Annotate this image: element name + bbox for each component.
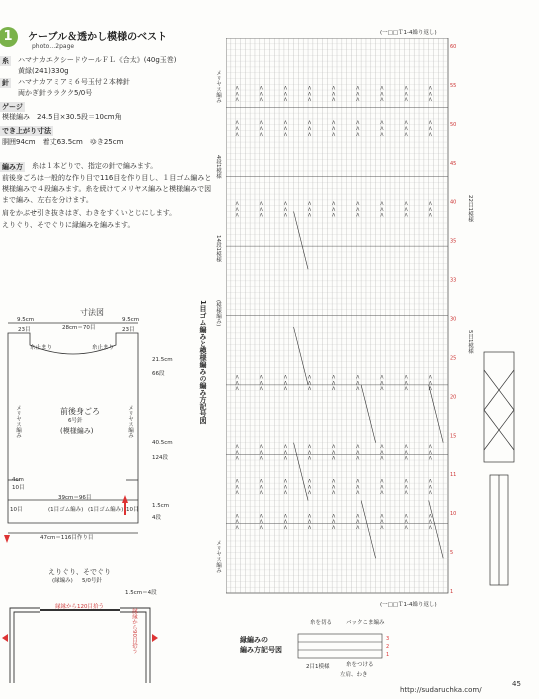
svg-text:Λ: Λ bbox=[283, 514, 288, 520]
front-back-label: 前後身ごろ bbox=[60, 407, 100, 416]
svg-text:Λ: Λ bbox=[356, 132, 360, 138]
dim-top-left: 9.5cm bbox=[17, 317, 35, 323]
edging-b: 縁縁から120目拾う bbox=[55, 604, 104, 610]
edging-c: 縁縁から90目拾う bbox=[131, 608, 137, 654]
svg-text:Λ: Λ bbox=[332, 520, 336, 526]
svg-text:1: 1 bbox=[386, 652, 390, 658]
edging-title: えりぐり、そでぐり bbox=[48, 568, 111, 576]
instruction-step-1: 前後身ごろは一般的な作り目で116目を作り目し、１目ゴム編みと模様編みで４段編みます。糸を続けてメリヤス編みと模様編みで図まで編み、左右を分けます。 bbox=[2, 174, 212, 204]
svg-text:Λ: Λ bbox=[356, 525, 360, 531]
svg-text:Λ: Λ bbox=[356, 375, 360, 381]
left-10st: 10目 bbox=[12, 485, 25, 491]
edge-label-right: 糸止まり bbox=[92, 345, 115, 351]
svg-text:Λ: Λ bbox=[283, 491, 288, 497]
svg-text:Λ: Λ bbox=[283, 127, 288, 132]
svg-text:Λ: Λ bbox=[380, 485, 384, 491]
svg-text:Λ: Λ bbox=[428, 98, 432, 104]
yarn-section-label: 糸 bbox=[2, 57, 9, 65]
inner-width: 39cm＝96目 bbox=[58, 495, 92, 501]
svg-text:Λ: Λ bbox=[428, 381, 432, 387]
svg-text:Λ: Λ bbox=[259, 98, 263, 104]
svg-text:Λ: Λ bbox=[356, 456, 360, 462]
svg-text:Λ: Λ bbox=[259, 456, 263, 462]
height-3-rows: 4段 bbox=[152, 515, 161, 521]
rib-label-right: (1目ゴム編み) bbox=[88, 507, 124, 513]
svg-text:Λ: Λ bbox=[332, 121, 336, 127]
edging-needle: 5/0号針 bbox=[82, 578, 102, 584]
svg-text:Λ: Λ bbox=[380, 213, 384, 219]
chart-vertical-title: 1目ゴム編みと模様編みの編み方記号図 bbox=[199, 300, 207, 424]
edging-a: 1.5cm＝4段 bbox=[125, 590, 157, 596]
svg-text:Λ: Λ bbox=[259, 485, 263, 491]
site-url[interactable]: http://sudaruchka.com/ bbox=[400, 686, 482, 694]
svg-text:Λ: Λ bbox=[404, 525, 408, 531]
svg-text:5: 5 bbox=[450, 550, 454, 557]
svg-text:Λ: Λ bbox=[332, 485, 336, 491]
svg-text:Λ: Λ bbox=[380, 127, 384, 132]
legend-title: 縁編みの bbox=[240, 636, 268, 644]
page-number: 45 bbox=[512, 680, 521, 688]
svg-text:Λ: Λ bbox=[428, 207, 432, 213]
svg-text:11: 11 bbox=[450, 472, 457, 479]
svg-text:Λ: Λ bbox=[235, 491, 239, 497]
edge-label-left: 糸止まり bbox=[30, 345, 53, 351]
svg-text:Λ: Λ bbox=[356, 387, 360, 393]
svg-text:Λ: Λ bbox=[428, 132, 432, 138]
svg-text:Λ: Λ bbox=[404, 92, 408, 98]
svg-text:Λ: Λ bbox=[235, 202, 239, 208]
svg-text:Λ: Λ bbox=[235, 127, 239, 132]
svg-text:Λ: Λ bbox=[259, 450, 263, 456]
svg-text:Λ: Λ bbox=[235, 525, 239, 531]
svg-text:Λ: Λ bbox=[404, 202, 408, 208]
svg-text:Λ: Λ bbox=[259, 92, 263, 98]
svg-text:Λ: Λ bbox=[380, 375, 384, 381]
dim-top-mid: 28cm＝70目 bbox=[62, 325, 96, 331]
height-1: 21.5cm bbox=[152, 357, 173, 363]
svg-text:Λ: Λ bbox=[235, 485, 239, 491]
svg-text:Λ: Λ bbox=[283, 485, 288, 491]
svg-text:60: 60 bbox=[450, 44, 457, 50]
needle-section-label: 針 bbox=[2, 79, 9, 87]
pattern-number-badge: 1 bbox=[0, 27, 18, 47]
svg-text:Λ: Λ bbox=[356, 202, 360, 208]
svg-text:Λ: Λ bbox=[308, 132, 312, 138]
svg-text:Λ: Λ bbox=[308, 525, 312, 531]
svg-text:Λ: Λ bbox=[428, 525, 432, 531]
svg-text:Λ: Λ bbox=[283, 375, 288, 381]
svg-text:Λ: Λ bbox=[235, 92, 239, 98]
svg-text:Λ: Λ bbox=[380, 121, 384, 127]
dim-top-right-st: 23目 bbox=[122, 327, 135, 333]
svg-text:Λ: Λ bbox=[259, 375, 263, 381]
svg-text:Λ: Λ bbox=[235, 387, 239, 393]
svg-text:3: 3 bbox=[386, 636, 390, 642]
svg-text:Λ: Λ bbox=[308, 127, 312, 132]
svg-text:Λ: Λ bbox=[380, 479, 384, 485]
legend-turn: 2目1模様 bbox=[306, 664, 330, 670]
svg-text:Λ: Λ bbox=[332, 207, 336, 213]
side-label-right: メリヤス編み bbox=[127, 405, 133, 438]
height-2-rows: 124段 bbox=[152, 455, 168, 461]
svg-text:2: 2 bbox=[386, 644, 390, 650]
instruction-step-2: 肩をかぶせ引き抜きはぎ、わきをすくいとじにします。 bbox=[2, 209, 177, 217]
svg-text:Λ: Λ bbox=[404, 213, 408, 219]
photo-reference: photo…2page bbox=[32, 43, 75, 50]
svg-text:Λ: Λ bbox=[235, 86, 239, 92]
svg-text:Λ: Λ bbox=[332, 202, 336, 208]
svg-text:Λ: Λ bbox=[404, 514, 408, 520]
svg-text:Λ: Λ bbox=[332, 127, 336, 132]
svg-text:Λ: Λ bbox=[235, 444, 239, 450]
svg-text:Λ: Λ bbox=[356, 98, 360, 104]
svg-text:40: 40 bbox=[450, 199, 457, 206]
legend-end: 糸をつける bbox=[346, 662, 374, 668]
svg-text:Λ: Λ bbox=[380, 132, 384, 138]
height-3: 1.5cm bbox=[152, 503, 170, 509]
svg-text:Λ: Λ bbox=[332, 92, 336, 98]
svg-text:25: 25 bbox=[450, 355, 457, 362]
legend-note: 左肩、わき bbox=[340, 672, 368, 678]
svg-text:Λ: Λ bbox=[428, 127, 432, 132]
svg-text:Λ: Λ bbox=[259, 520, 263, 526]
svg-text:Λ: Λ bbox=[283, 479, 288, 485]
instructions-intro: 糸は１本どりで、指定の針で編みます。 bbox=[32, 162, 158, 170]
svg-text:Λ: Λ bbox=[259, 525, 263, 531]
svg-text:Λ: Λ bbox=[428, 479, 432, 485]
svg-text:Λ: Λ bbox=[428, 92, 432, 98]
svg-text:Λ: Λ bbox=[235, 520, 239, 526]
svg-text:Λ: Λ bbox=[380, 491, 384, 497]
svg-text:Λ: Λ bbox=[308, 485, 312, 491]
svg-text:Λ: Λ bbox=[259, 121, 263, 127]
svg-text:Λ: Λ bbox=[428, 121, 432, 127]
svg-text:Λ: Λ bbox=[259, 387, 263, 393]
svg-text:Λ: Λ bbox=[404, 381, 408, 387]
svg-text:Λ: Λ bbox=[235, 450, 239, 456]
chart-side-label-2: 4段1模様 bbox=[215, 155, 221, 179]
instructions-label: 編み方 bbox=[2, 163, 23, 171]
svg-text:Λ: Λ bbox=[404, 450, 408, 456]
svg-text:Λ: Λ bbox=[283, 121, 288, 127]
svg-text:Λ: Λ bbox=[332, 450, 336, 456]
svg-text:Λ: Λ bbox=[283, 98, 288, 104]
svg-text:Λ: Λ bbox=[332, 86, 336, 92]
svg-text:Λ: Λ bbox=[283, 92, 288, 98]
svg-text:Λ: Λ bbox=[404, 121, 408, 127]
svg-text:Λ: Λ bbox=[356, 479, 360, 485]
svg-text:Λ: Λ bbox=[332, 525, 336, 531]
schematic-title: 寸法図 bbox=[80, 308, 104, 317]
chart-side-label-5: メリヤス編み bbox=[215, 540, 221, 573]
outer-width: 47cm＝116目作り目 bbox=[40, 535, 94, 541]
svg-text:Λ: Λ bbox=[332, 98, 336, 104]
svg-text:Λ: Λ bbox=[404, 98, 408, 104]
svg-text:Λ: Λ bbox=[356, 444, 360, 450]
svg-text:Λ: Λ bbox=[428, 514, 432, 520]
svg-text:30: 30 bbox=[450, 316, 457, 323]
chart-bottom-label: (一□□Ｔ1-4繰り返し) bbox=[380, 602, 437, 608]
svg-text:Λ: Λ bbox=[259, 479, 263, 485]
svg-text:Λ: Λ bbox=[356, 207, 360, 213]
svg-text:Λ: Λ bbox=[283, 132, 288, 138]
svg-text:33: 33 bbox=[450, 277, 457, 284]
svg-text:Λ: Λ bbox=[283, 450, 288, 456]
svg-text:Λ: Λ bbox=[404, 456, 408, 462]
svg-text:Λ: Λ bbox=[380, 381, 384, 387]
svg-text:Λ: Λ bbox=[356, 381, 360, 387]
svg-text:Λ: Λ bbox=[308, 450, 312, 456]
svg-text:Λ: Λ bbox=[259, 207, 263, 213]
svg-text:Λ: Λ bbox=[428, 485, 432, 491]
svg-text:50: 50 bbox=[450, 121, 457, 128]
svg-text:Λ: Λ bbox=[404, 375, 408, 381]
svg-text:Λ: Λ bbox=[356, 450, 360, 456]
yarn-color: 黄緑(241)330g bbox=[18, 67, 69, 75]
svg-text:Λ: Λ bbox=[308, 207, 312, 213]
svg-text:Λ: Λ bbox=[356, 127, 360, 132]
svg-text:Λ: Λ bbox=[404, 479, 408, 485]
svg-text:Λ: Λ bbox=[308, 202, 312, 208]
svg-text:Λ: Λ bbox=[356, 92, 360, 98]
svg-text:Λ: Λ bbox=[259, 381, 263, 387]
legend-title-2: 編み方記号図 bbox=[240, 646, 282, 654]
svg-text:Λ: Λ bbox=[380, 525, 384, 531]
instruction-step-3: えりぐり、そでぐりに縁編みを編みます。 bbox=[2, 221, 135, 229]
chart-side-label-4: (模様編み) bbox=[215, 300, 221, 327]
svg-text:Λ: Λ bbox=[259, 213, 263, 219]
svg-text:Λ: Λ bbox=[308, 381, 312, 387]
svg-text:Λ: Λ bbox=[283, 387, 288, 393]
edging-diagram bbox=[0, 568, 200, 688]
svg-text:Λ: Λ bbox=[356, 485, 360, 491]
svg-text:Λ: Λ bbox=[283, 381, 288, 387]
svg-text:Λ: Λ bbox=[308, 213, 312, 219]
size-text: 胴囲94cm 着丈63.5cm ゆき25cm bbox=[2, 138, 124, 146]
left-4cm: 4cm bbox=[12, 477, 24, 483]
svg-text:Λ: Λ bbox=[259, 491, 263, 497]
svg-text:Λ: Λ bbox=[404, 491, 408, 497]
svg-text:Λ: Λ bbox=[308, 491, 312, 497]
svg-text:Λ: Λ bbox=[380, 98, 384, 104]
svg-text:Λ: Λ bbox=[308, 456, 312, 462]
svg-text:Λ: Λ bbox=[259, 202, 263, 208]
svg-text:Λ: Λ bbox=[308, 92, 312, 98]
svg-text:Λ: Λ bbox=[332, 444, 336, 450]
svg-text:Λ: Λ bbox=[332, 213, 336, 219]
svg-text:Λ: Λ bbox=[428, 491, 432, 497]
svg-text:Λ: Λ bbox=[332, 375, 336, 381]
svg-text:Λ: Λ bbox=[380, 202, 384, 208]
svg-text:Λ: Λ bbox=[404, 132, 408, 138]
svg-text:Λ: Λ bbox=[428, 450, 432, 456]
dim-top-right: 9.5cm bbox=[122, 317, 140, 323]
svg-text:Λ: Λ bbox=[283, 456, 288, 462]
knitting-chart-grid bbox=[226, 38, 458, 598]
svg-text:Λ: Λ bbox=[428, 375, 432, 381]
edging-outline bbox=[0, 588, 200, 688]
svg-text:Λ: Λ bbox=[380, 387, 384, 393]
svg-text:Λ: Λ bbox=[308, 86, 312, 92]
svg-text:Λ: Λ bbox=[308, 375, 312, 381]
svg-text:35: 35 bbox=[450, 238, 457, 245]
svg-text:Λ: Λ bbox=[332, 491, 336, 497]
svg-text:Λ: Λ bbox=[308, 520, 312, 526]
svg-text:Λ: Λ bbox=[235, 98, 239, 104]
page-title: ケーブル＆透かし模様のベスト bbox=[28, 32, 168, 43]
svg-text:Λ: Λ bbox=[332, 479, 336, 485]
svg-text:Λ: Λ bbox=[356, 86, 360, 92]
svg-text:Λ: Λ bbox=[332, 387, 336, 393]
legend-chain: バックこま編み bbox=[346, 620, 385, 626]
svg-text:Λ: Λ bbox=[283, 520, 288, 526]
svg-text:Λ: Λ bbox=[259, 444, 263, 450]
svg-text:Λ: Λ bbox=[308, 387, 312, 393]
needle-text-2: 両かぎ針ララクク5/0号 bbox=[18, 89, 93, 97]
svg-text:Λ: Λ bbox=[235, 213, 239, 219]
svg-text:55: 55 bbox=[450, 82, 457, 89]
svg-text:1: 1 bbox=[450, 589, 454, 595]
svg-text:Λ: Λ bbox=[380, 450, 384, 456]
svg-text:Λ: Λ bbox=[404, 387, 408, 393]
svg-text:Λ: Λ bbox=[259, 127, 263, 132]
svg-text:Λ: Λ bbox=[308, 514, 312, 520]
svg-text:Λ: Λ bbox=[380, 86, 384, 92]
gauge-section-label: ゲージ bbox=[2, 103, 23, 111]
svg-text:Λ: Λ bbox=[332, 132, 336, 138]
chart-side-label-1: メリヤス編み bbox=[215, 70, 221, 103]
height-1-rows: 66段 bbox=[152, 371, 165, 377]
legend-chart bbox=[296, 626, 396, 666]
svg-text:Λ: Λ bbox=[235, 132, 239, 138]
svg-text:Λ: Λ bbox=[356, 121, 360, 127]
svg-text:Λ: Λ bbox=[235, 375, 239, 381]
gauge-text: 模様編み 24.5目×30.5段＝10cm角 bbox=[2, 113, 122, 121]
svg-text:Λ: Λ bbox=[404, 207, 408, 213]
svg-text:20: 20 bbox=[450, 394, 457, 401]
chart-top-label: (一□□Ｔ1-4繰り返し) bbox=[380, 30, 437, 36]
svg-text:Λ: Λ bbox=[283, 207, 288, 213]
rib-label-left: (1目ゴム編み) bbox=[48, 507, 84, 513]
yarn-text: ハマナカエクシードウールＦＬ《合太》(40g玉巻) bbox=[18, 56, 177, 64]
svg-text:Λ: Λ bbox=[283, 525, 288, 531]
svg-text:10: 10 bbox=[450, 511, 457, 518]
svg-text:Λ: Λ bbox=[428, 202, 432, 208]
svg-text:Λ: Λ bbox=[308, 121, 312, 127]
svg-text:Λ: Λ bbox=[259, 514, 263, 520]
height-2: 40.5cm bbox=[152, 440, 173, 446]
svg-text:Λ: Λ bbox=[332, 514, 336, 520]
svg-text:Λ: Λ bbox=[332, 456, 336, 462]
chart-right-label-1: 22目1模様 bbox=[467, 195, 473, 222]
svg-text:Λ: Λ bbox=[428, 456, 432, 462]
svg-text:Λ: Λ bbox=[283, 202, 288, 208]
svg-text:Λ: Λ bbox=[404, 86, 408, 92]
svg-text:Λ: Λ bbox=[259, 132, 263, 138]
svg-text:Λ: Λ bbox=[380, 456, 384, 462]
svg-text:Λ: Λ bbox=[428, 520, 432, 526]
svg-text:Λ: Λ bbox=[356, 491, 360, 497]
svg-text:Λ: Λ bbox=[380, 520, 384, 526]
size-section-label: でき上がり寸法 bbox=[2, 127, 51, 135]
rib-st-left: 10目 bbox=[10, 507, 23, 513]
side-label-left: メリヤス編み bbox=[15, 405, 21, 438]
edging-sub: (縁編み) bbox=[52, 578, 73, 584]
chart-side-label-3: 14段1模様 bbox=[215, 235, 221, 262]
svg-text:Λ: Λ bbox=[428, 444, 432, 450]
svg-text:Λ: Λ bbox=[235, 121, 239, 127]
svg-text:Λ: Λ bbox=[283, 444, 288, 450]
dim-top-left-st: 23目 bbox=[18, 327, 31, 333]
needle-text: ハマナカアミアミ６号玉付２本棒針 bbox=[18, 78, 130, 86]
svg-text:Λ: Λ bbox=[404, 444, 408, 450]
svg-text:Λ: Λ bbox=[380, 514, 384, 520]
svg-text:Λ: Λ bbox=[380, 92, 384, 98]
legend-start: 糸を切る bbox=[310, 620, 333, 626]
svg-text:Λ: Λ bbox=[404, 520, 408, 526]
svg-text:Λ: Λ bbox=[332, 381, 336, 387]
front-pattern: (模様編み) bbox=[60, 427, 94, 435]
svg-text:Λ: Λ bbox=[404, 485, 408, 491]
svg-text:Λ: Λ bbox=[428, 387, 432, 393]
svg-text:Λ: Λ bbox=[308, 479, 312, 485]
svg-text:Λ: Λ bbox=[308, 98, 312, 104]
svg-text:Λ: Λ bbox=[428, 86, 432, 92]
svg-text:45: 45 bbox=[450, 160, 457, 167]
svg-text:Λ: Λ bbox=[380, 444, 384, 450]
svg-text:Λ: Λ bbox=[235, 207, 239, 213]
svg-text:Λ: Λ bbox=[428, 213, 432, 219]
svg-text:Λ: Λ bbox=[308, 444, 312, 450]
svg-text:Λ: Λ bbox=[404, 127, 408, 132]
chart-right-label-2: 5目1模様 bbox=[467, 330, 473, 354]
schematic-diagram bbox=[0, 295, 218, 545]
rib-st-right: 10目 bbox=[126, 507, 139, 513]
svg-text:Λ: Λ bbox=[235, 479, 239, 485]
front-needle: 6号針 bbox=[68, 418, 83, 424]
svg-text:Λ: Λ bbox=[235, 456, 239, 462]
svg-text:Λ: Λ bbox=[235, 381, 239, 387]
svg-text:Λ: Λ bbox=[356, 213, 360, 219]
svg-text:Λ: Λ bbox=[283, 86, 288, 92]
svg-text:Λ: Λ bbox=[356, 514, 360, 520]
svg-text:Λ: Λ bbox=[283, 213, 288, 219]
svg-text:Λ: Λ bbox=[235, 514, 239, 520]
svg-text:Λ: Λ bbox=[259, 86, 263, 92]
svg-text:Λ: Λ bbox=[356, 520, 360, 526]
side-detail-diagram bbox=[480, 350, 520, 590]
svg-text:15: 15 bbox=[450, 433, 457, 440]
svg-text:Λ: Λ bbox=[380, 207, 384, 213]
